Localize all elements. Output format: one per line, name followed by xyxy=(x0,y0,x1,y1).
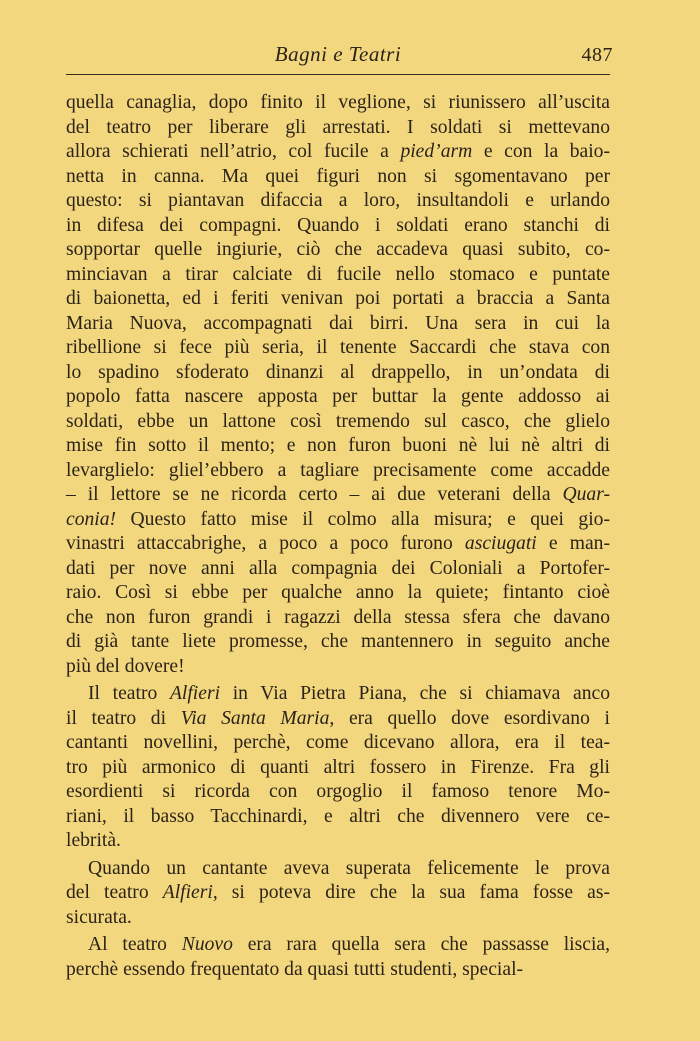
text-segment: questo: si piantavan difaccia a loro, insultandoli e urlando xyxy=(66,190,610,211)
text-line xyxy=(66,707,610,732)
text-line xyxy=(66,581,610,606)
text-segment: lebrità. xyxy=(66,830,121,851)
text-line xyxy=(66,756,610,781)
text-line xyxy=(66,682,610,707)
text-segment: del teatro per liberare gli arrestati. I soldati si mettevano xyxy=(66,116,610,138)
text-line xyxy=(66,287,610,312)
text-line xyxy=(66,263,610,288)
text-segment: di baionetta, ed i feriti venivan poi portati a braccia a Santa xyxy=(66,288,610,309)
italic-text: pied’arm xyxy=(400,141,473,162)
text-segment: levarglielo: gliel’ebbero a tagliare precisamente come accadde xyxy=(66,459,610,481)
text-segment: soldati, ebbe un lattone così tremendo sul casco, che glielo xyxy=(66,410,610,432)
text-segment: , era quello dove esordivano i xyxy=(329,707,610,729)
text-segment: minciavan a tirar calciate di fucile nello stomaco e puntate xyxy=(66,263,610,285)
text-segment: Questo fatto mise il colmo alla misura; e quei gio- xyxy=(116,508,610,530)
text-segment: perchè essendo frequentato da quasi tutti studenti, special- xyxy=(66,958,524,980)
text-segment: sopportar quelle ingiurie, ciò che accadeva quasi subito, co- xyxy=(66,239,610,260)
page-header xyxy=(66,38,613,72)
text-segment: il teatro di xyxy=(66,707,181,729)
text-segment: – il lettore se ne ricorda certo – ai due veterani della xyxy=(66,484,563,505)
text-segment: del teatro xyxy=(66,882,163,903)
text-segment: riani, il basso Tacchinardi, e altri che divennero vere ce- xyxy=(66,805,610,827)
text-line xyxy=(66,857,610,882)
text-line xyxy=(66,805,610,830)
body-text xyxy=(66,91,610,982)
text-segment: popolo fatta nascere apposta per buttar la gente addosso ai xyxy=(66,386,610,407)
text-segment: quella canaglia, dopo finito il veglione, si riunissero all’uscita xyxy=(66,92,610,113)
text-segment: e con la baio- xyxy=(472,141,611,162)
text-line xyxy=(66,361,610,386)
paragraph xyxy=(66,933,610,982)
text-segment: allora schierati nell’atrio, col fucile a xyxy=(66,141,401,162)
italic-text: Alfieri xyxy=(162,882,213,903)
italic-text: asciugati xyxy=(464,533,537,554)
italic-text: Nuovo xyxy=(181,934,233,955)
header-rule xyxy=(66,74,610,75)
text-line xyxy=(66,189,610,214)
text-segment: Maria Nuova, accompagnati dai birri. Una sera in cui la xyxy=(66,312,610,334)
text-line xyxy=(66,829,610,854)
text-line xyxy=(66,336,610,361)
text-segment: raio. Così si ebbe per qualche anno la quiete; fintanto cioè xyxy=(66,582,610,603)
text-line xyxy=(66,410,610,435)
text-line xyxy=(66,532,610,557)
text-segment: vinastri attaccabrighe, a poco a poco furono xyxy=(66,533,465,554)
text-line xyxy=(66,165,610,190)
text-segment: sicurata. xyxy=(66,906,132,928)
text-segment: lo spadino sfoderato dinanzi al drappello, in un’ondata di xyxy=(66,361,610,383)
running-title: Bagni e Teatri xyxy=(274,42,402,66)
text-line xyxy=(66,508,610,533)
italic-text: conia! xyxy=(66,508,117,530)
text-line xyxy=(66,385,610,410)
text-segment: netta in canna. Ma quei figuri non si sgomentavano per xyxy=(66,165,610,187)
text-line xyxy=(66,116,610,141)
paragraph xyxy=(66,91,610,679)
text-line xyxy=(66,238,610,263)
text-segment: ribellione si fece più seria, il tenente Saccardi che stava con xyxy=(66,337,610,358)
text-segment: mise fin sotto il mento; e non furon buoni nè lui nè altri di xyxy=(66,435,610,456)
italic-text: Alfieri xyxy=(169,683,221,704)
text-line xyxy=(66,906,610,931)
italic-text: Quar- xyxy=(562,484,610,505)
text-segment: tro più armonico di quanti altri fossero in Firenze. Fra gli xyxy=(66,756,610,778)
text-line xyxy=(66,312,610,337)
text-line xyxy=(66,91,610,116)
text-line xyxy=(66,434,610,459)
text-line xyxy=(66,557,610,582)
text-segment: cantanti novellini, perchè, come dicevano allora, era il tea- xyxy=(66,732,610,753)
text-segment: Al teatro xyxy=(88,934,182,955)
text-line xyxy=(66,459,610,484)
text-segment: più del dovere! xyxy=(66,655,185,677)
text-line xyxy=(66,731,610,756)
italic-text: Via Santa Maria xyxy=(180,707,330,729)
text-line xyxy=(66,780,610,805)
text-segment: era rara quella sera che passasse liscia, xyxy=(232,934,610,955)
text-line xyxy=(66,606,610,631)
text-line xyxy=(66,214,610,239)
page-number: 487 xyxy=(581,44,613,66)
text-segment: , si poteva dire che la sua fama fosse as- xyxy=(212,882,611,903)
text-segment: dati per nove anni alla compagnia dei Coloniali a Portofer- xyxy=(66,557,610,579)
text-line xyxy=(66,958,610,983)
text-segment: e man- xyxy=(536,533,610,554)
text-line xyxy=(66,483,610,508)
paragraph xyxy=(66,857,610,931)
text-segment: Quando un cantante aveva superata felicemente le prova xyxy=(88,857,610,879)
text-line xyxy=(66,630,610,655)
text-segment: Il teatro xyxy=(88,683,170,704)
text-line xyxy=(66,655,610,680)
paragraph xyxy=(66,682,610,854)
text-segment: in Via Pietra Piana, che si chiamava anco xyxy=(220,683,610,704)
text-line xyxy=(66,881,610,906)
text-segment: di già tante liete promesse, che mantennero in seguito anche xyxy=(66,631,610,652)
text-segment: in difesa dei compagni. Quando i soldati erano stanchi di xyxy=(66,214,610,236)
text-segment: che non furon grandi i ragazzi della stessa sfera che davano xyxy=(66,606,610,628)
text-line xyxy=(66,140,610,165)
text-segment: esordienti si ricorda con orgoglio il famoso tenore Mo- xyxy=(66,781,610,802)
text-line xyxy=(66,933,610,958)
